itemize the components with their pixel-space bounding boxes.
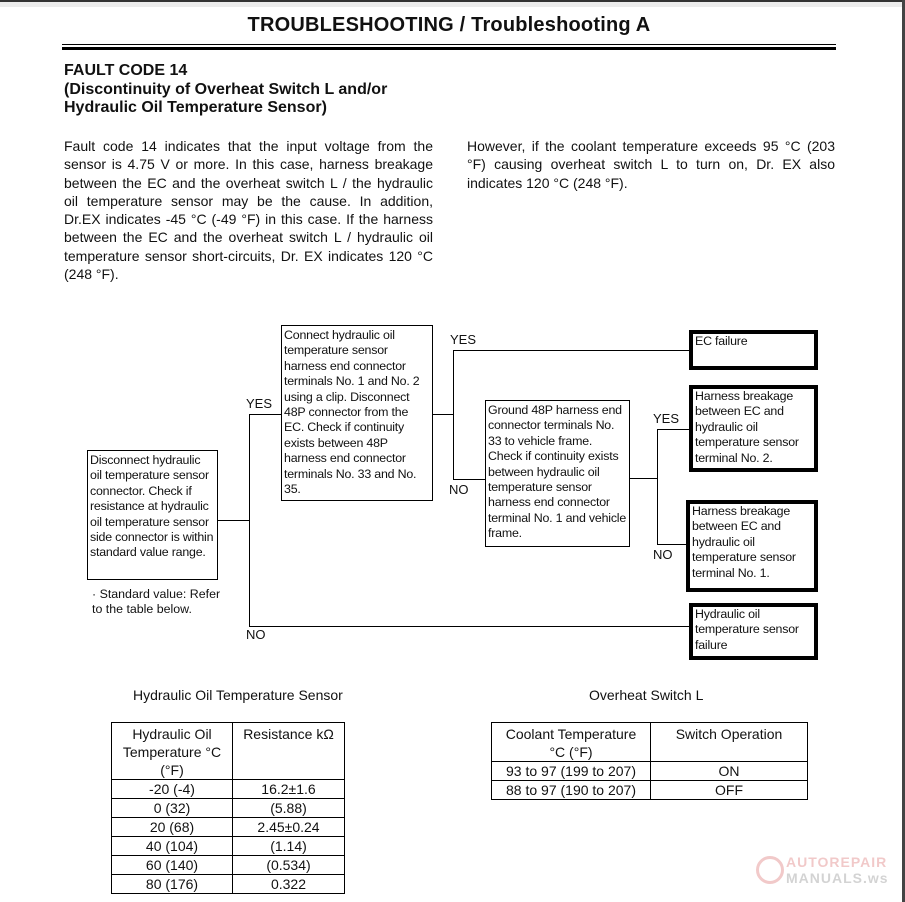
connector-line: [453, 350, 689, 351]
table-cell: 16.2±1.6: [233, 780, 345, 799]
flow-step-2: Connect hydraulic oil temperature sensor harness end connector terminals No. 1 and No. 2 using a clip. Disconnect 48P connector from the EC. Check if continuity exists between 48P harness end connector terminals No. 33 and No. 35.: [281, 325, 433, 501]
table-row: [492, 762, 808, 781]
connector-line: [433, 414, 453, 415]
page-title: TROUBLESHOOTING / Troubleshooting A: [247, 14, 651, 36]
connector-line: [453, 350, 454, 479]
flow-step-3: Ground 48P harness end connector terminals No. 33 to vehicle frame. Check if continuity exists between hydraulic oil temperature sensor harness end connector terminal No. 1 and vehicle frame.: [485, 400, 630, 547]
table-cell: (0.534): [233, 856, 345, 875]
table-cell: 88 to 97 (190 to 207): [492, 781, 651, 800]
connector-line: [453, 479, 485, 480]
standard-value-note: · Standard value: Refer to the table below.: [92, 587, 221, 617]
header-rule-thick: [62, 47, 836, 50]
watermark-line1: AUTOREPAIR: [786, 854, 888, 870]
table-cell: 0.322: [233, 875, 345, 894]
sensor-resistance-table: [111, 722, 345, 894]
table-row: [112, 856, 345, 875]
header-rule-thin: [62, 44, 836, 45]
yes-label: YES: [653, 411, 680, 426]
no-label: NO: [449, 482, 469, 497]
window-top-shadow: [0, 2, 902, 7]
yes-label: YES: [450, 332, 477, 347]
table-cell: -20 (-4): [112, 780, 233, 799]
column-header: Switch Operation: [651, 723, 808, 762]
intro-paragraph-left: Fault code 14 indicates that the input voltage from the sensor is 4.75 V or more. In this case, harness breakage between the EC and the overheat switch L / the hydraulic oil temperature sensor may be the cause. In addition, Dr.EX indicates -45 °C (-49 °F) in this case. If the harness between the EC and the overheat switch L / hydraulic oil temperature sensor short-circuits, Dr. EX indicates 120 °C (248 °F).: [64, 138, 433, 283]
column-header: Coolant Temperature °C (°F): [492, 723, 651, 762]
connector-line: [249, 626, 689, 627]
table-cell: 40 (104): [112, 837, 233, 856]
result-harness-terminal-2: Harness breakage between EC and hydraulic oil temperature sensor terminal No. 2.: [689, 385, 818, 472]
connector-line: [657, 544, 686, 545]
table-cell: (1.14): [233, 837, 345, 856]
table-cell: 60 (140): [112, 856, 233, 875]
fault-description-line1: (Discontinuity of Overheat Switch L and/or: [64, 80, 388, 98]
intro-paragraph-right: However, if the coolant temperature exceeds 95 °C (203 °F) causing overheat switch L to turn on, Dr. EX also indicates 120 °C (248 °F).: [467, 138, 835, 191]
watermark: [752, 852, 892, 892]
no-label: NO: [246, 627, 266, 642]
result-harness-terminal-1: Harness breakage between EC and hydraulic oil temperature sensor terminal No. 1.: [686, 500, 818, 592]
table-row: [112, 837, 345, 856]
connector-line: [657, 429, 689, 430]
table-cell: 93 to 97 (199 to 207): [492, 762, 651, 781]
flow-step-1: Disconnect hydraulic oil temperature sensor connector. Check if resistance at hydraulic oil temperature sensor side connector is within standard value range.: [87, 450, 218, 580]
table-row: [112, 818, 345, 837]
fault-heading: [64, 62, 387, 118]
table-cell: 80 (176): [112, 875, 233, 894]
table-cell: ON: [651, 762, 808, 781]
fault-description-line2: Hydraulic Oil Temperature Sensor): [64, 99, 327, 116]
connector-line: [630, 478, 657, 479]
connector-line: [249, 414, 281, 415]
column-header: Resistance kΩ: [233, 723, 345, 780]
column-header: Hydraulic Oil Temperature °C (°F): [112, 723, 233, 780]
sensor-table-title: Hydraulic Oil Temperature Sensor: [133, 687, 343, 703]
table-cell: 2.45±0.24: [233, 818, 345, 837]
yes-label: YES: [246, 396, 273, 411]
table-cell: (5.88): [233, 799, 345, 818]
table-row: [112, 780, 345, 799]
watermark-logo-icon: [756, 856, 784, 884]
table-cell: 20 (68): [112, 818, 233, 837]
table-cell: 0 (32): [112, 799, 233, 818]
watermark-line2: MANUALS.ws: [786, 870, 889, 886]
overheat-switch-table: [491, 722, 808, 800]
switch-table-title: Overheat Switch L: [589, 687, 704, 703]
table-row: [492, 781, 808, 800]
fault-code: FAULT CODE 14: [64, 62, 188, 79]
result-ec-failure: EC failure: [689, 330, 818, 370]
connector-line: [249, 414, 250, 626]
connector-line: [218, 520, 249, 521]
no-label: NO: [653, 547, 673, 562]
table-cell: OFF: [651, 781, 808, 800]
table-row: [112, 875, 345, 894]
connector-line: [657, 429, 658, 544]
table-row: [112, 799, 345, 818]
result-sensor-failure: Hydraulic oil temperature sensor failure: [689, 603, 818, 660]
